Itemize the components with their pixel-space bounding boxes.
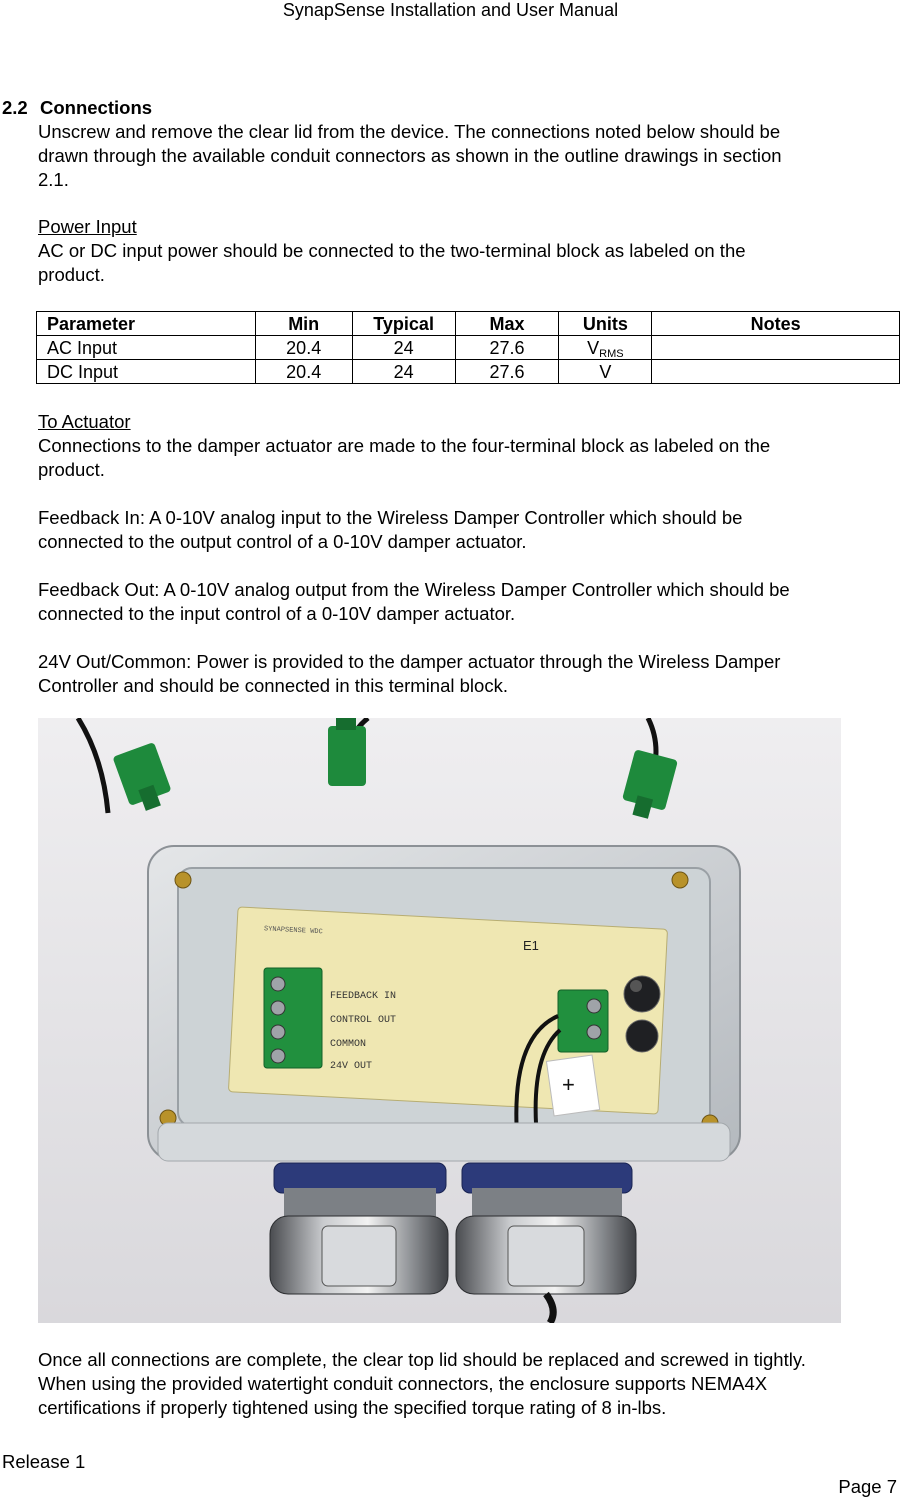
page-header: SynapSense Installation and User Manual [282, 0, 619, 20]
enclosure-illustration [38, 718, 841, 1323]
typical-cell: 24 [352, 336, 455, 360]
intro-line: Unscrew and remove the clear lid from the device. The connections noted below should be [38, 121, 781, 142]
device-photo [38, 718, 841, 1323]
to-actuator-heading: To Actuator [38, 411, 131, 432]
section-number: 2.2 [2, 97, 28, 118]
units-base: V [599, 361, 612, 382]
terminal-block-4pin [264, 968, 322, 1068]
power-parameters-table [36, 311, 900, 384]
typical-cell: 24 [352, 360, 455, 384]
feedback-out-paragraph [38, 578, 900, 626]
label-common: COMMON [330, 1039, 367, 1050]
to-actuator-section [38, 410, 900, 482]
feedback-out-line: connected to the input control of a 0-10V damper actuator. [38, 603, 516, 624]
power-input-section [38, 215, 900, 287]
column-header: Units [559, 312, 652, 336]
green-connector-middle [328, 718, 366, 786]
power-text-line: AC or DC input power should be connected to the two-terminal block as labeled on the [38, 240, 746, 261]
closing-line: certifications if properly tightened using the specified torque rating of 8 in-lbs. [38, 1397, 667, 1418]
closing-line: Once all connections are complete, the clear top lid should be replaced and screwed in tightly. [38, 1349, 806, 1370]
label-control-out: CONTROL OUT [330, 1015, 397, 1026]
table-row [37, 360, 900, 384]
notes-cell [652, 360, 900, 384]
column-header: Max [455, 312, 559, 336]
intro-paragraph [38, 120, 900, 192]
notes-cell [652, 336, 900, 360]
units-base: V [587, 337, 600, 358]
feedback-out-line: Feedback Out: A 0-10V analog output from the Wireless Damper Controller which should be [38, 579, 790, 600]
label-feedback-in: FEEDBACK IN [330, 991, 397, 1002]
min-cell: 20.4 [255, 336, 352, 360]
units-subscript: RMS [599, 347, 624, 360]
section-title: Connections [40, 97, 153, 118]
units-cell [559, 360, 652, 384]
release-label: Release 1 [2, 1451, 86, 1472]
circuit-board [228, 907, 667, 1116]
max-cell: 27.6 [455, 336, 559, 360]
closing-line: When using the provided watertight conduit connectors, the enclosure supports NEMA4X [38, 1373, 768, 1394]
page-number: Page 7 [838, 1476, 897, 1497]
parameter-cell: DC Input [37, 360, 256, 384]
feedback-in-paragraph [38, 506, 900, 554]
conduit-gland-right [456, 1163, 636, 1294]
min-cell: 20.4 [255, 360, 352, 384]
intro-line: 2.1. [38, 169, 69, 190]
terminal-block-2pin [558, 990, 608, 1052]
power-input-heading: Power Input [38, 216, 137, 237]
closing-paragraph [38, 1348, 900, 1420]
label-24v-out: 24V OUT [330, 1061, 373, 1072]
table-header-row [37, 312, 900, 336]
feedback-in-line: connected to the output control of a 0-10V damper actuator. [38, 531, 527, 552]
intro-line: drawn through the available conduit connectors as shown in the outline drawings in section [38, 145, 782, 166]
label-e1: E1 [523, 938, 539, 953]
column-header: Typical [352, 312, 455, 336]
label-plus: + [562, 1072, 575, 1097]
units-cell [559, 336, 652, 360]
max-cell: 27.6 [455, 360, 559, 384]
feedback-in-line: Feedback In: A 0-10V analog input to the Wireless Damper Controller which should be [38, 507, 743, 528]
table-row [37, 336, 900, 360]
column-header: Min [255, 312, 352, 336]
svg-text:SYNAPSENSE WDC: SYNAPSENSE WDC [263, 925, 323, 937]
actuator-text-line: Connections to the damper actuator are made to the four-terminal block as labeled on the [38, 435, 771, 456]
parameter-cell: AC Input [37, 336, 256, 360]
conduit-gland-left [270, 1163, 448, 1294]
column-header: Parameter [37, 312, 256, 336]
column-header: Notes [652, 312, 900, 336]
24v-out-line: Controller and should be connected in this terminal block. [38, 675, 508, 696]
power-text-line: product. [38, 264, 105, 285]
actuator-text-line: product. [38, 459, 105, 480]
24v-out-line: 24V Out/Common: Power is provided to the damper actuator through the Wireless Damper [38, 651, 781, 672]
24v-out-paragraph [38, 650, 900, 698]
